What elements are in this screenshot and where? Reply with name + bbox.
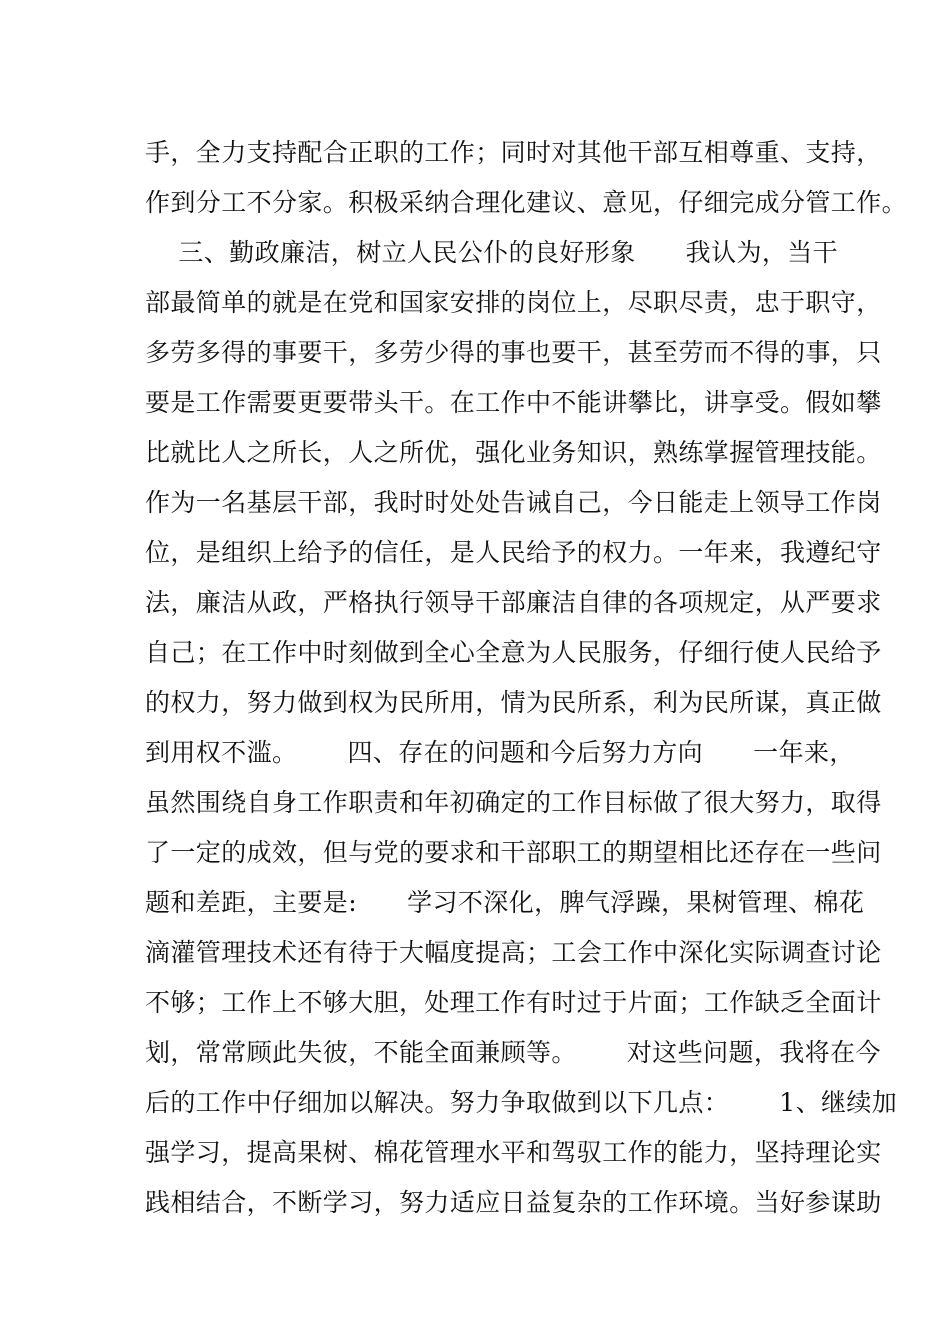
text-line: 不够；工作上不够大胆，处理工作有时过于片面；工作缺乏全面计 <box>145 988 882 1017</box>
text-line: 滴灌管理技术还有待于大幅度提高；工会工作中深化实际调查讨论 <box>145 938 882 967</box>
text-line: 虽然围绕自身工作职责和年初确定的工作目标做了很大努力，取得 <box>145 788 882 817</box>
text-line: 法，廉洁从政，严格执行领导干部廉洁自律的各项规定，从严要求 <box>145 588 882 617</box>
text-line: 后的工作中仔细加以解决。努力争取做到以下几点： 1、继续加 <box>145 1088 898 1117</box>
text-line: 部最简单的就是在党和国家安排的岗位上，尽职尽责，忠于职守， <box>145 288 882 317</box>
text-line: 的权力，努力做到权为民所用，情为民所系，利为民所谋，真正做 <box>145 688 882 717</box>
document-body <box>145 128 908 1228</box>
text-line: 位，是组织上给予的信任，是人民给予的权力。一年来，我遵纪守 <box>145 538 882 567</box>
text-line: 要是工作需要更要带头干。在工作中不能讲攀比，讲享受。假如攀 <box>145 388 882 417</box>
text-line: 三、勤政廉洁，树立人民公仆的良好形象 我认为，当干 <box>145 238 839 267</box>
text-line: 作到分工不分家。积极采纳合理化建议、意见，仔细完成分管工作。 <box>145 188 908 217</box>
text-line: 践相结合，不断学习，努力适应日益复杂的工作环境。当好参谋助 <box>145 1188 882 1217</box>
text-line: 自己；在工作中时刻做到全心全意为人民服务，仔细行使人民给予 <box>145 638 882 667</box>
text-line: 了一定的成效，但与党的要求和干部职工的期望相比还存在一些问 <box>145 838 882 867</box>
text-line: 到用权不滥。 四、存在的问题和今后努力方向 一年来， <box>145 738 855 767</box>
text-line: 多劳多得的事要干，多劳少得的事也要干，甚至劳而不得的事，只 <box>145 338 882 367</box>
text-line: 题和差距，主要是: 学习不深化，脾气浮躁，果树管理、棉花 <box>145 888 865 917</box>
text-line: 比就比人之所长，人之所优，强化业务知识，熟练掌握管理技能。 <box>145 438 882 467</box>
text-line: 划，常常顾此失彼，不能全面兼顾等。 对这些问题，我将在今 <box>145 1038 881 1067</box>
text-line: 手，全力支持配合正职的工作；同时对其他干部互相尊重、支持， <box>145 138 882 167</box>
text-line: 作为一名基层干部，我时时处处告诫自己，今日能走上领导工作岗 <box>145 488 882 517</box>
text-line: 强学习，提高果树、棉花管理水平和驾驭工作的能力，坚持理论实 <box>145 1138 882 1167</box>
